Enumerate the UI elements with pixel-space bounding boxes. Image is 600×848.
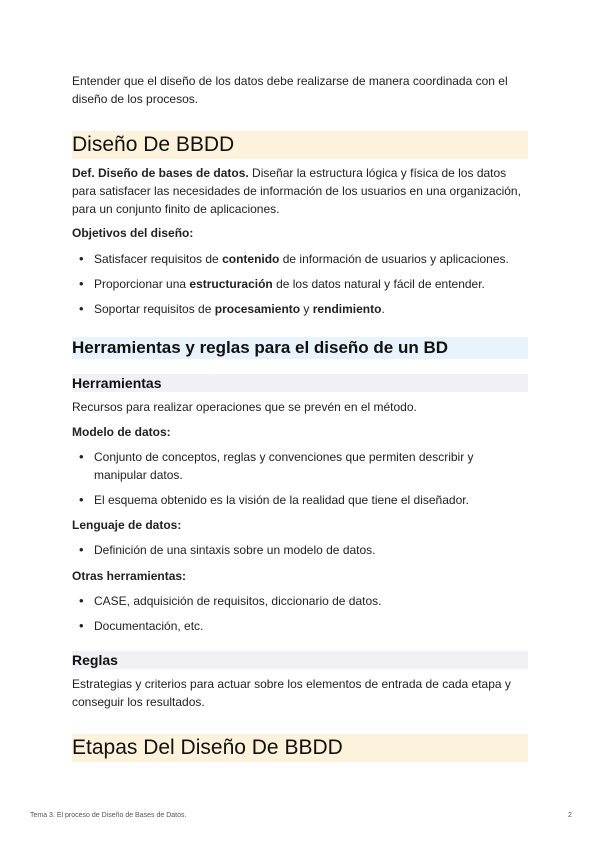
rules-description: Estrategias y criterios para actuar sobre los elementos de entrada de cada etapa y conseguir los resultados. bbox=[72, 677, 511, 709]
definition-text: Diseñar la estructura lógica y física de los datos para satisfacer las necesidades de información de los usuarios en una organización, para un conjunto finito de aplicaciones. bbox=[72, 166, 521, 216]
definition-paragraph bbox=[72, 164, 528, 218]
model-label: Modelo de datos: bbox=[72, 425, 171, 439]
list-item: • Soportar requisitos de procesamiento y rendimiento. bbox=[72, 300, 528, 318]
objectives-list bbox=[72, 250, 528, 325]
list-item: • Satisfacer requisitos de contenido de información de usuarios y aplicaciones. bbox=[72, 250, 528, 268]
list-item: • Proporcionar una estructuración de los datos natural y fácil de entender. bbox=[72, 275, 528, 293]
section-heading-herramientas-reglas: Herramientas y reglas para el diseño de un BD bbox=[72, 337, 528, 359]
intro-paragraph: Entender que el diseño de los datos debe realizarse de manera coordinada con el diseño de los procesos. bbox=[72, 74, 508, 106]
page-number: 2 bbox=[568, 812, 572, 819]
language-list bbox=[72, 541, 528, 566]
definition-term: Def. Diseño de bases de datos. bbox=[72, 166, 249, 180]
model-list bbox=[72, 448, 528, 516]
footer-title: Tema 3. El proceso de Diseño de Bases de Datos. bbox=[30, 812, 187, 819]
list-item: • CASE, adquisición de requisitos, diccionario de datos. bbox=[72, 592, 528, 610]
language-label: Lenguaje de datos: bbox=[72, 518, 182, 532]
section-heading-etapas: Etapas Del Diseño De BBDD bbox=[72, 734, 528, 762]
tools-description: Recursos para realizar operaciones que se prevén en el método. bbox=[72, 400, 417, 414]
section-heading-diseno: Diseño De BBDD bbox=[72, 131, 528, 159]
list-item: • Documentación, etc. bbox=[72, 617, 528, 635]
other-tools-list bbox=[72, 592, 528, 642]
list-item: • Conjunto de conceptos, reglas y convenciones que permiten describir y manipular datos. bbox=[72, 448, 528, 484]
list-item: • Definición de una sintaxis sobre un modelo de datos. bbox=[72, 541, 528, 559]
other-tools-label: Otras herramientas: bbox=[72, 569, 187, 583]
subheading-herramientas: Herramientas bbox=[72, 374, 528, 392]
subheading-reglas: Reglas bbox=[72, 651, 528, 669]
objectives-label: Objetivos del diseño: bbox=[72, 226, 194, 240]
list-item: • El esquema obtenido es la visión de la realidad que tiene el diseñador. bbox=[72, 491, 528, 509]
